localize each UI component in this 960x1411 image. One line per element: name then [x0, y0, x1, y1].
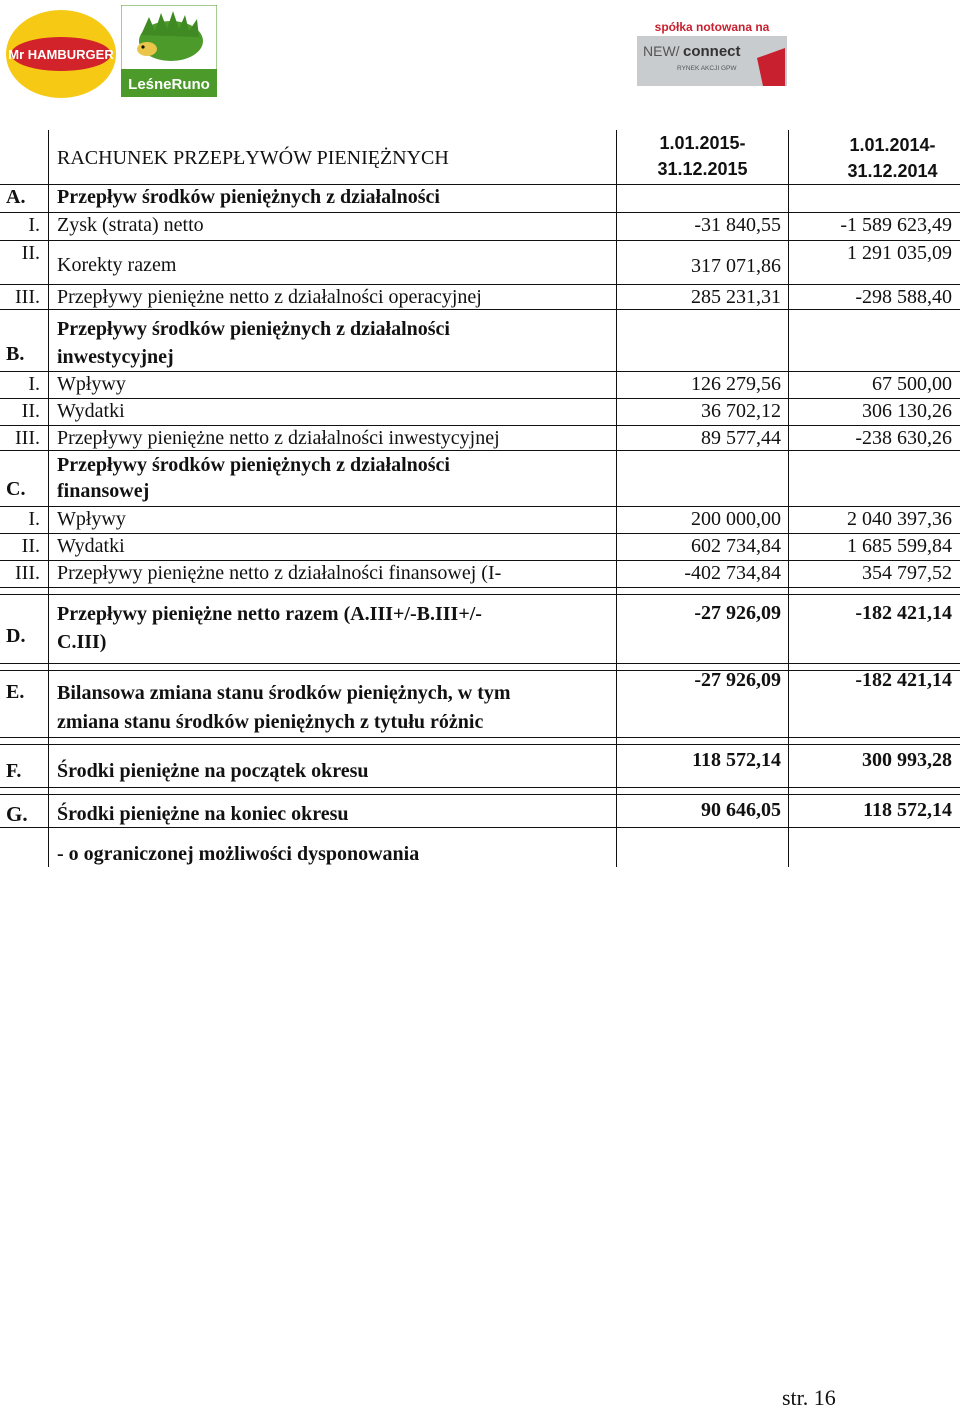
table-row: II. Wydatki 36 702,12 306 130,26 — [0, 398, 960, 425]
table-row: C. Przepływy środków pieniężnych z działalności finansowej — [0, 450, 960, 506]
table-row: G. Środki pieniężne na koniec okresu 90 646,05 118 572,14 — [0, 787, 960, 827]
table-row: A. Przepływ środków pieniężnych z działalności — [0, 184, 960, 212]
newconnect-logo — [637, 18, 787, 86]
mr-hamburger-logo — [4, 8, 118, 100]
svg-text:LeśneRuno: LeśneRuno — [128, 76, 210, 93]
lesne-runo-logo — [121, 5, 217, 97]
table-row: I. Zysk (strata) netto -31 840,55 -1 589 623,49 — [0, 212, 960, 240]
table-row: - o ograniczonej możliwości dysponowania — [0, 827, 960, 867]
table-row: III. Przepływy pieniężne netto z działalności finansowej (I- -402 734,84 354 797,52 — [0, 560, 960, 587]
table-row: II. Korekty razem 317 071,86 1 291 035,09 — [0, 240, 960, 284]
table-row: B. Przepływy środków pieniężnych z działalności inwestycyjnej — [0, 309, 960, 371]
table-row: I. Wpływy 200 000,00 2 040 397,36 — [0, 506, 960, 533]
table-row: I. Wpływy 126 279,56 67 500,00 — [0, 371, 960, 398]
svg-text:Mr HAMBURGER: Mr HAMBURGER — [8, 47, 114, 62]
svg-text:spółka notowana na: spółka notowana na — [654, 20, 770, 34]
column-header-2014: 1.01.2014- 31.12.2014 — [788, 130, 960, 184]
svg-text:NEW/: NEW/ — [643, 43, 680, 59]
table-row: III. Przepływy pieniężne netto z działalności operacyjnej 285 231,31 -298 588,40 — [0, 284, 960, 309]
table-header-row — [0, 130, 960, 184]
table-row: II. Wydatki 602 734,84 1 685 599,84 — [0, 533, 960, 560]
table-row: E. Bilansowa zmiana stanu środków pieniężnych, w tym zmiana stanu środków pieniężnych z tytułu różnic -27 926,09 -182 421,14 — [0, 663, 960, 737]
column-header-2015: 1.01.2015- 31.12.2015 — [616, 130, 788, 184]
page-number: str. 16 — [782, 1385, 836, 1410]
table-row: F. Środki pieniężne na początek okresu 118 572,14 300 993,28 — [0, 737, 960, 787]
table-row: D. Przepływy pieniężne netto razem (A.III+/-B.III+/- C.III) -27 926,09 -182 421,14 — [0, 587, 960, 663]
svg-text:RYNEK AKCJI GPW: RYNEK AKCJI GPW — [677, 65, 737, 72]
table-title: RACHUNEK PRZEPŁYWÓW PIENIĘŻNYCH — [48, 130, 616, 184]
table-row: III. Przepływy pieniężne netto z działalności inwestycyjnej 89 577,44 -238 630,26 — [0, 425, 960, 450]
svg-text:connect: connect — [683, 43, 741, 60]
